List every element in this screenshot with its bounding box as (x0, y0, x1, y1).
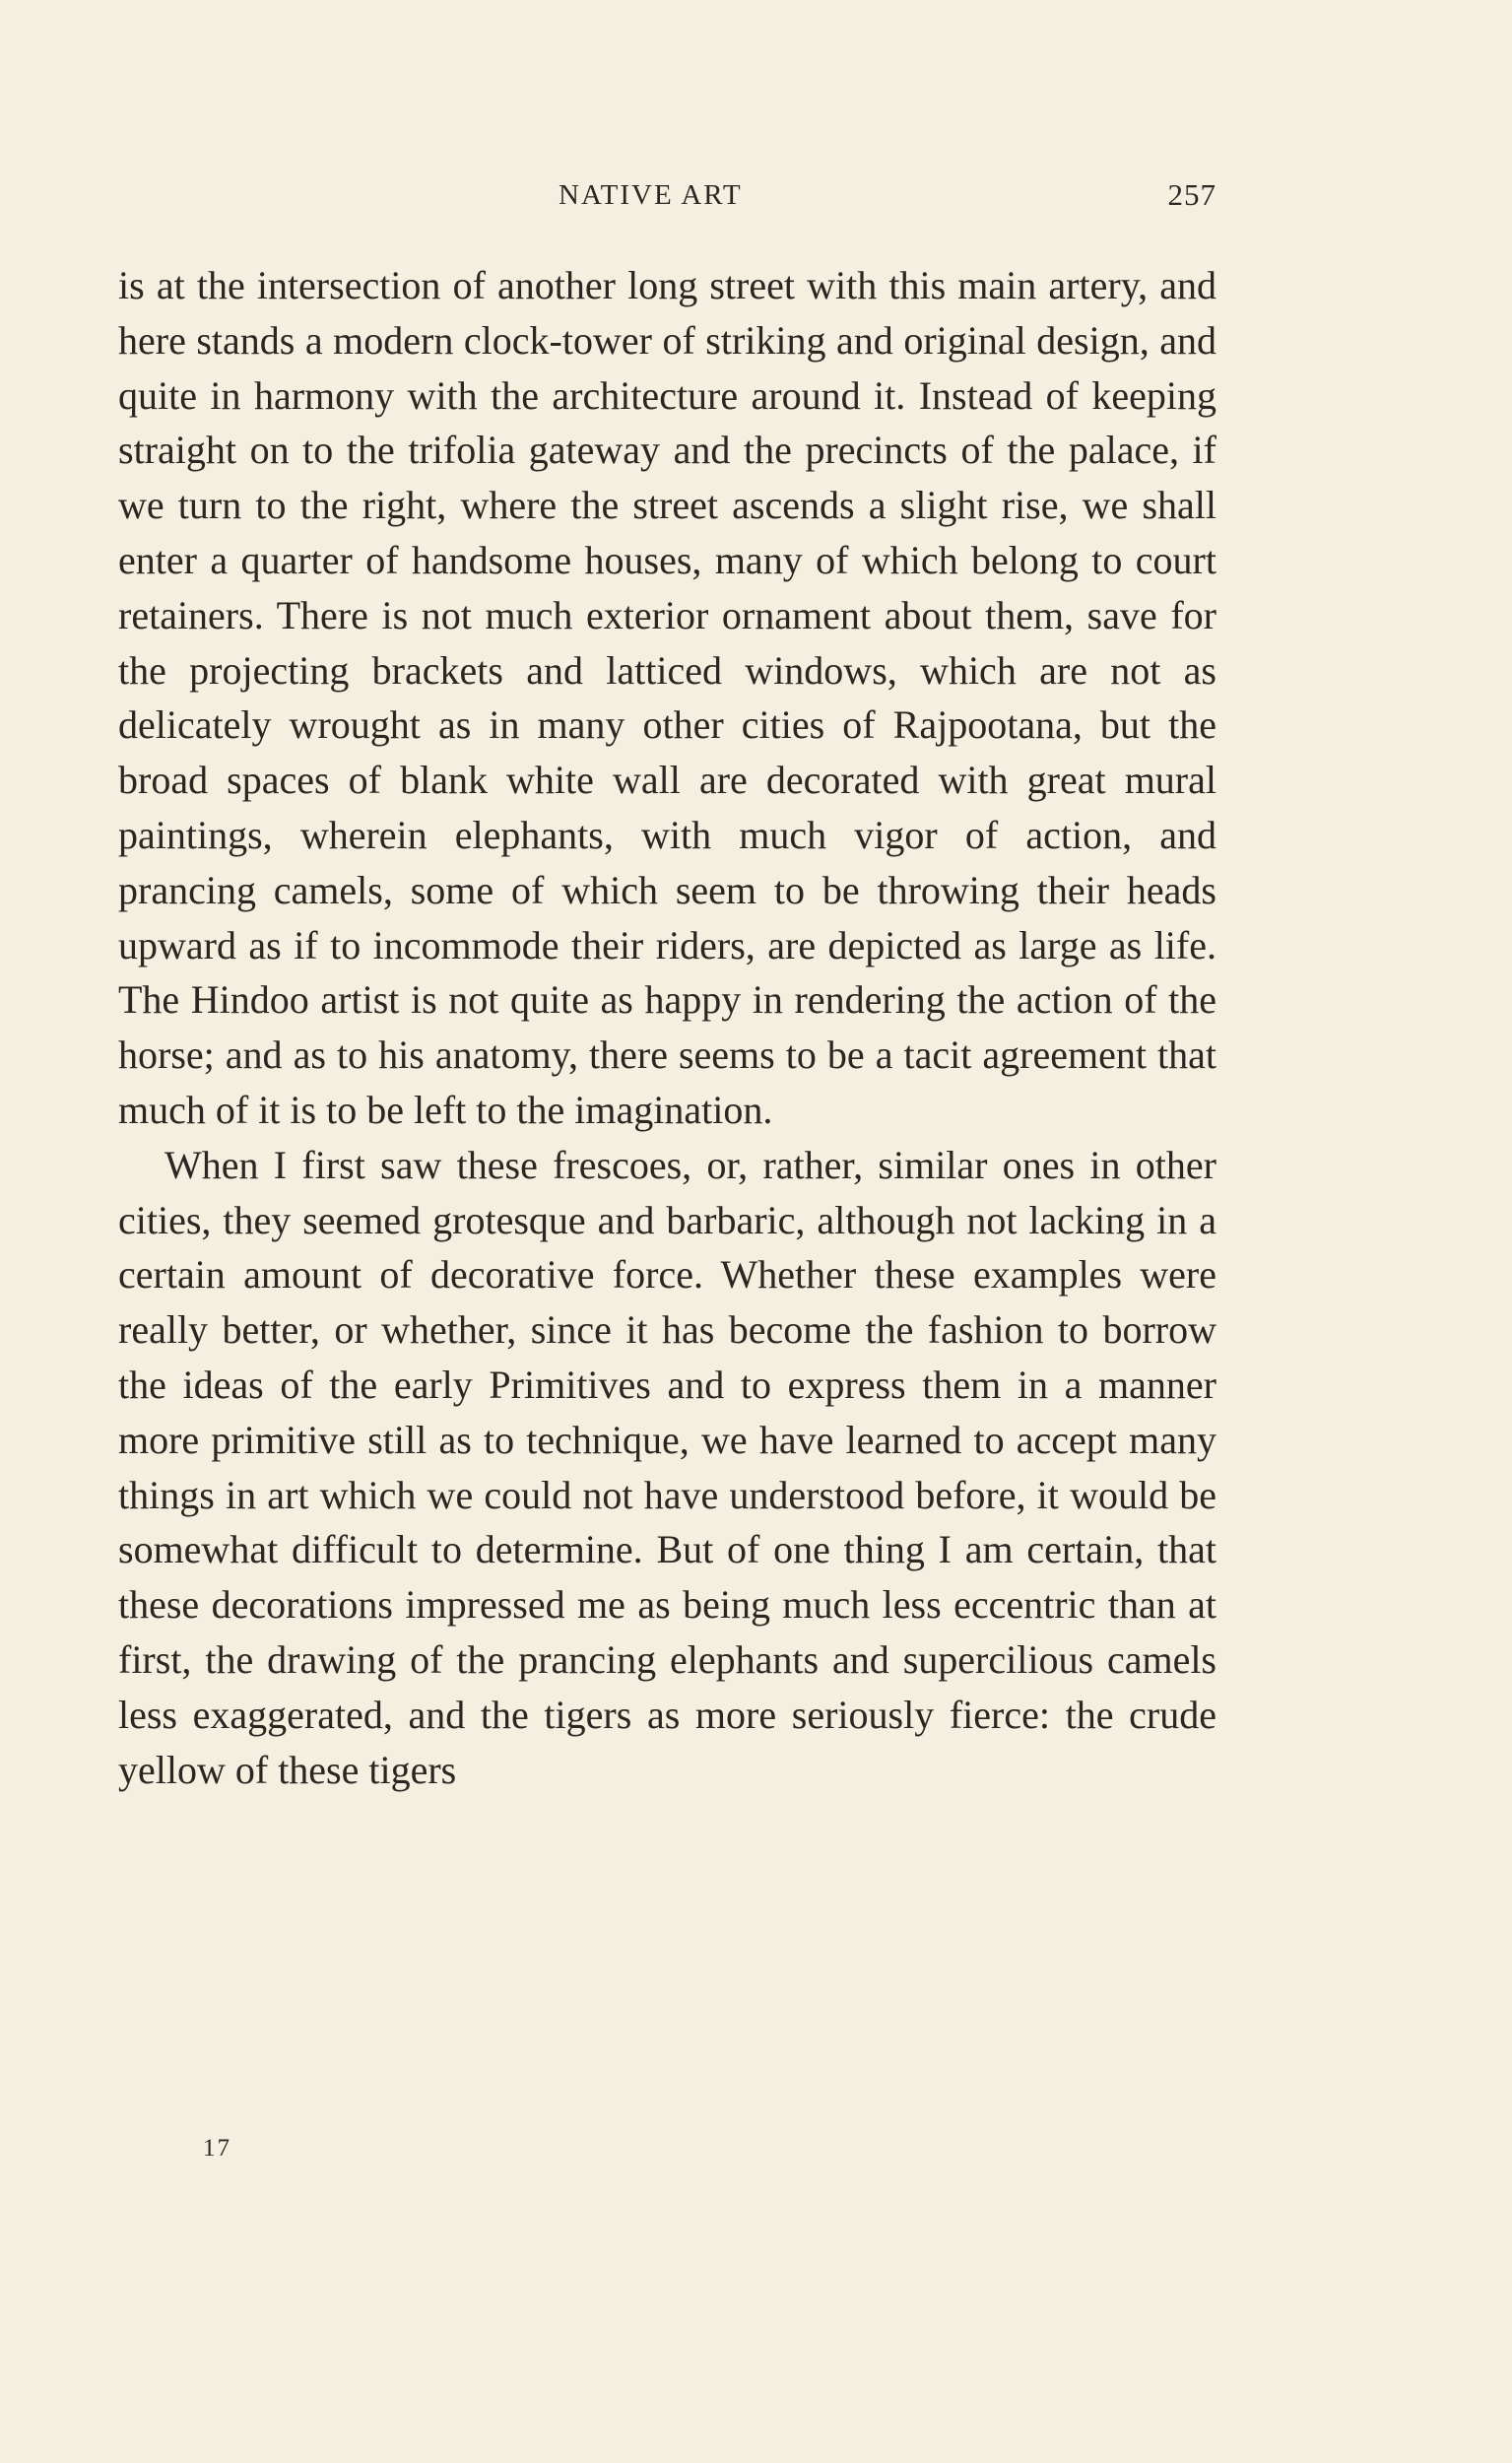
paragraph-continued: is at the intersection of another long street with this main artery, and here stands a modern clock-tower of striking and original design, and quite in harmony with the architecture around it. Instead of keeping straight on to the trifolia gateway and the precincts of the palace, if we turn to the right, where the street ascends a slight rise, we shall enter a quarter of handsome houses, many of which belong to court retainers. There is not much exterior ornament about them, save for the projecting brackets and latticed windows, which are not as delicately wrought as in many other cities of Rajpootana, but the broad spaces of blank white wall are decorated with great mural paintings, wherein elephants, with much vigor of action, and prancing camels, some of which seem to be throwing their heads upward as if to incommode their riders, are depicted as large as life. The Hindoo artist is not quite as happy in rendering the action of the horse; and as to his anatomy, there seems to be a tacit agreement that much of it is to be left to the imagination. (118, 263, 1216, 1132)
signature-mark: 17 (203, 2135, 231, 2162)
running-header (118, 175, 1216, 215)
running-title: NATIVE ART (559, 179, 743, 211)
page-number: 257 (1167, 177, 1216, 212)
body-text (118, 258, 1216, 1797)
paragraph-frescoes: When I first saw these frescoes, or, rather, similar ones in other cities, they seemed grotesque and barbaric, although not lacking in a certain amount of decorative force. Whether these examples were really better, or whether, since it has become the fashion to borrow the ideas of the early Primitives and to express them in a manner more primitive still as to technique, we have learned to accept many things in art which we could not have understood before, it would be somewhat difficult to determine. But of one thing I am certain, that these decorations impressed me as being much less eccentric than at first, the drawing of the prancing elephants and supercilious camels less exaggerated, and the tigers as more seriously fierce: the crude yellow of these tigers (118, 1142, 1216, 1792)
